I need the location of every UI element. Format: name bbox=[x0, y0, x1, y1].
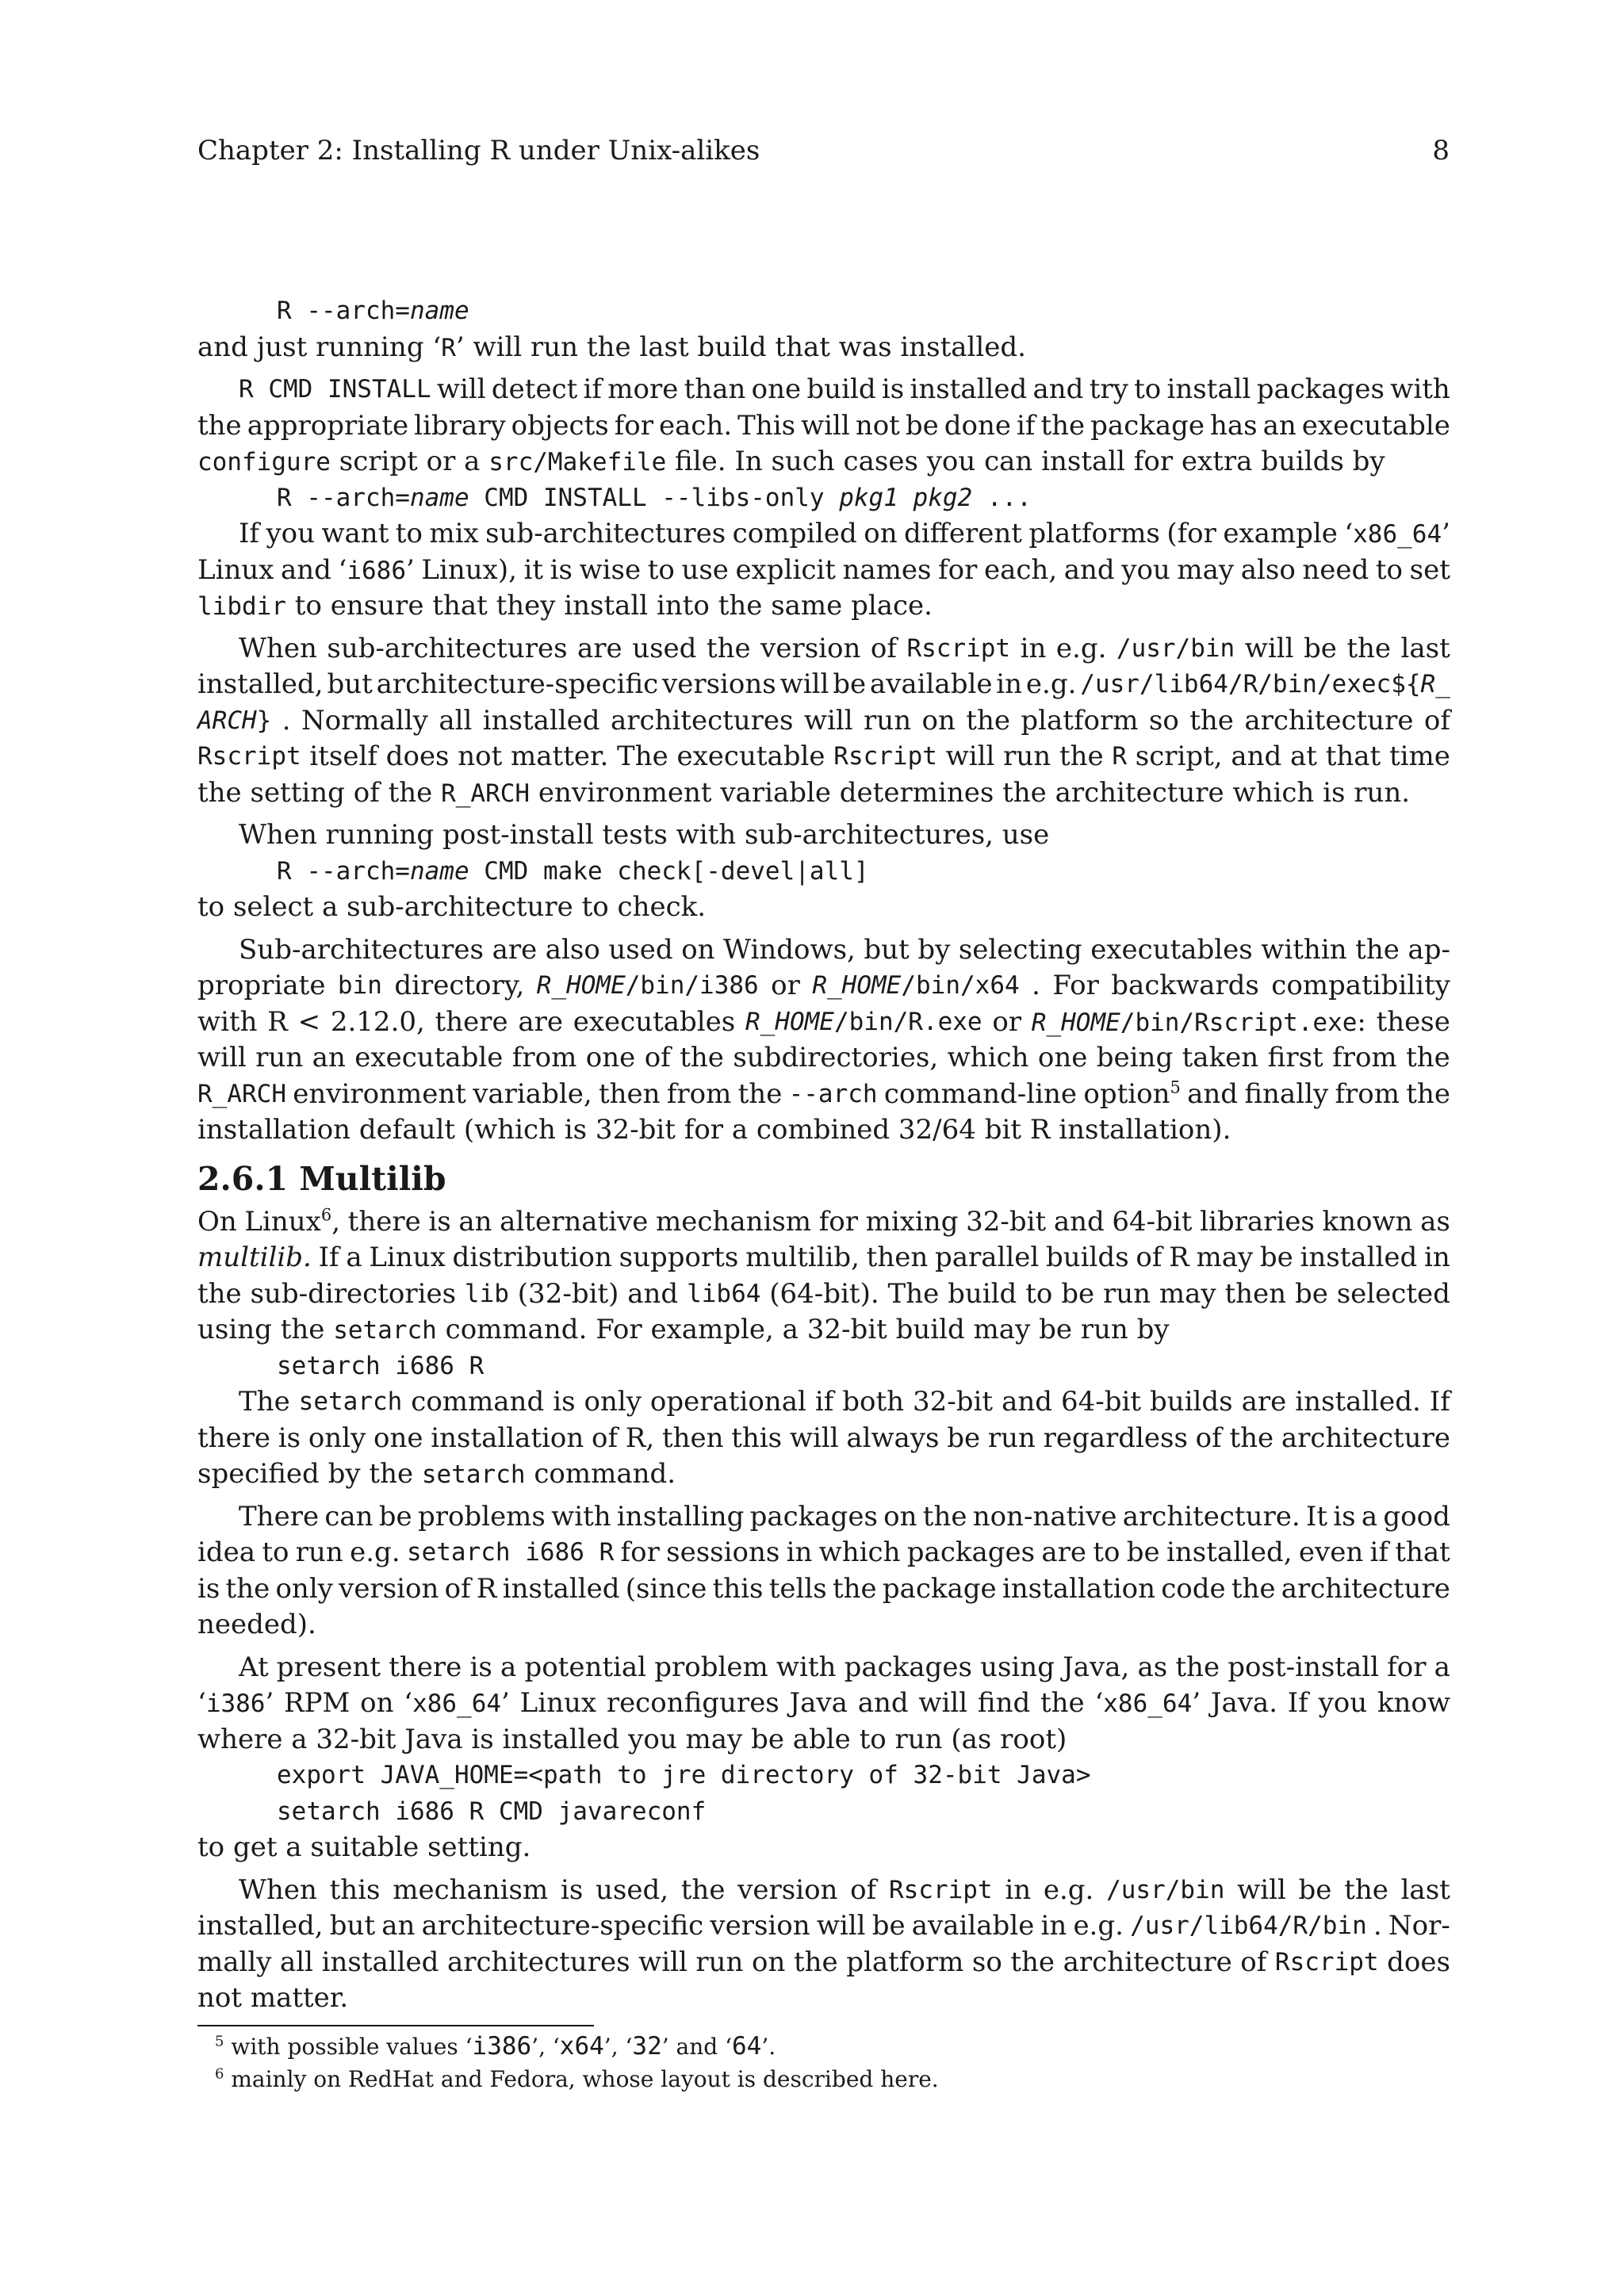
text-line: and just running ‘R’ will run the last build that was installed. bbox=[197, 331, 1026, 363]
text-line: the setting of the R_ARCH environment variable determines the architecture which is run. bbox=[197, 776, 1411, 809]
footnote-value: i386 bbox=[472, 2031, 532, 2061]
text-line: libdir to ensure that they install into the same place. bbox=[197, 590, 933, 622]
text-line: ‘i386’ RPM on ‘x86_64’ Linux reconfigures Java and will find the ‘x86_64’ Java. If you know bbox=[197, 1687, 1450, 1719]
text-line: propriate bin directory, R_HOME/bin/i386 or R_HOME/bin/x64 . For backwards compatibility bbox=[197, 970, 1450, 1001]
footnote-text: ’, ‘ bbox=[603, 2033, 633, 2060]
text-line: the appropriate library objects for each. This will not be done if the package has an executable bbox=[197, 409, 1450, 442]
footnote-text: ’, ‘ bbox=[531, 2033, 560, 2060]
running-header bbox=[197, 133, 1450, 170]
section-title: Multilib bbox=[299, 1159, 446, 1198]
text-line: installed, but architecture-specific versions will be available in e.g. /usr/lib64/R/bin/exec${R_ bbox=[197, 668, 1450, 700]
text-line: needed). bbox=[197, 1609, 316, 1640]
footnote-value: x64 bbox=[559, 2031, 604, 2061]
footnote-5 bbox=[197, 2030, 1450, 2063]
text-line: specified by the setarch command. bbox=[197, 1458, 676, 1490]
text-line: Sub-architectures are also used on Windows, but by selecting executables within the ap- bbox=[239, 933, 1450, 966]
text-line: where a 32-bit Java is installed you may be able to run (as root) bbox=[197, 1723, 1067, 1755]
text-line: idea to run e.g. setarch i686 R for sessions in which packages are to be installed, even if that bbox=[197, 1536, 1450, 1568]
footnote-text: with possible values ‘ bbox=[231, 2033, 473, 2060]
text-line: not matter. bbox=[197, 1982, 349, 2014]
text-line: R_ARCH environment variable, then from the --arch command-line option$^5$ and finally from the bbox=[197, 1077, 1450, 1110]
footnote-value: 32 bbox=[632, 2031, 662, 2061]
text-line: When this mechanism is used, the version of Rscript in e.g. /usr/bin will be the last bbox=[239, 1873, 1450, 1906]
code-line: setarch i686 R bbox=[277, 1351, 485, 1380]
section-heading bbox=[197, 1154, 1450, 1204]
text-line: If you want to mix sub-architectures compiled on different platforms (for example ‘x86_64’ bbox=[239, 518, 1450, 549]
text-line: The setarch command is only operational if both 32-bit and 64-bit builds are installed. If bbox=[239, 1386, 1450, 1418]
text-line: There can be problems with installing packages on the non-native architecture. It is a good bbox=[239, 1500, 1450, 1533]
footnote-text: mainly on RedHat and Fedora, whose layout is described here. bbox=[231, 2065, 939, 2092]
text-line: multilib. If a Linux distribution supports multilib, then parallel builds of R may be installed in bbox=[197, 1242, 1450, 1273]
text-line: Rscript itself does not matter. The executable Rscript will run the R script, and at that time bbox=[197, 740, 1450, 772]
footnote-mark: 5 bbox=[215, 2033, 224, 2050]
text-line: installed, but an architecture-specific version will be available in e.g. /usr/lib64/R/bin . Nor- bbox=[197, 1910, 1450, 1942]
page-body bbox=[197, 293, 1450, 2096]
text-line: to select a sub-architecture to check. bbox=[197, 891, 707, 923]
text-line: is the only version of R installed (since this tells the package installation code the architecture bbox=[197, 1572, 1450, 1605]
chapter-title: Chapter 2: Installing R under Unix-alikes bbox=[197, 135, 760, 166]
text-line: the sub-directories lib (32-bit) and lib64 (64-bit). The build to be run may then be selected bbox=[197, 1277, 1450, 1310]
code-line: R --arch=name CMD INSTALL --libs-only pkg1 pkg2 ... bbox=[277, 483, 1032, 512]
code-line: export JAVA_HOME=<path to jre directory of 32-bit Java> bbox=[277, 1761, 1091, 1789]
text-line: to get a suitable setting. bbox=[197, 1831, 531, 1863]
footnote-rule bbox=[197, 2025, 594, 2026]
footnote-6 bbox=[197, 2063, 1450, 2096]
text-line: there is only one installation of R, then this will always be run regardless of the architecture bbox=[197, 1422, 1450, 1454]
code-line: R --arch=name CMD make check[-devel|all] bbox=[277, 856, 869, 886]
text-line: ARCH} . Normally all installed architectures will run on the platform so the architecture of bbox=[197, 704, 1450, 737]
footnote-value: 64 bbox=[732, 2031, 762, 2061]
text-line: On Linux$^6$, there is an alternative mechanism for mixing 32-bit and 64-bit libraries known as bbox=[197, 1205, 1450, 1238]
text-line: configure script or a src/Makefile file. In such cases you can install for extra builds by bbox=[197, 446, 1385, 477]
footnote-mark: 6 bbox=[215, 2065, 224, 2083]
text-line: will run an executable from one of the subdirectories, which one being taken first from the bbox=[197, 1042, 1450, 1073]
section-number: 2.6.1 bbox=[197, 1159, 289, 1198]
page-number: 8 bbox=[1432, 135, 1450, 166]
text-line: At present there is a potential problem with packages using Java, as the post-install for a bbox=[239, 1651, 1450, 1683]
text-line: installation default (which is 32-bit for a combined 32/64 bit R installation). bbox=[197, 1114, 1231, 1146]
code-line: setarch i686 R CMD javareconf bbox=[277, 1797, 707, 1826]
code-line: R --arch=name bbox=[277, 297, 469, 325]
text-line: When sub-architectures are used the version of Rscript in e.g. /usr/bin will be the last bbox=[239, 632, 1450, 664]
text-line: R CMD INSTALL will detect if more than one build is installed and try to install packages with bbox=[239, 373, 1450, 405]
text-line: with R < 2.12.0, there are executables R_HOME/bin/R.exe or R_HOME/bin/Rscript.exe: these bbox=[197, 1005, 1450, 1038]
text-line: When running post-install tests with sub-architectures, use bbox=[239, 819, 1050, 851]
footnote-text: ’. bbox=[761, 2033, 776, 2060]
text-line: Linux and ‘i686’ Linux), it is wise to use explicit names for each, and you may also need to set bbox=[197, 553, 1450, 586]
text-line: using the setarch command. For example, a 32-bit build may be run by bbox=[197, 1314, 1170, 1345]
footnote-text: ’ and ‘ bbox=[661, 2033, 732, 2060]
text-line: mally all installed architectures will run on the platform so the architecture of Rscript does bbox=[197, 1946, 1450, 1978]
